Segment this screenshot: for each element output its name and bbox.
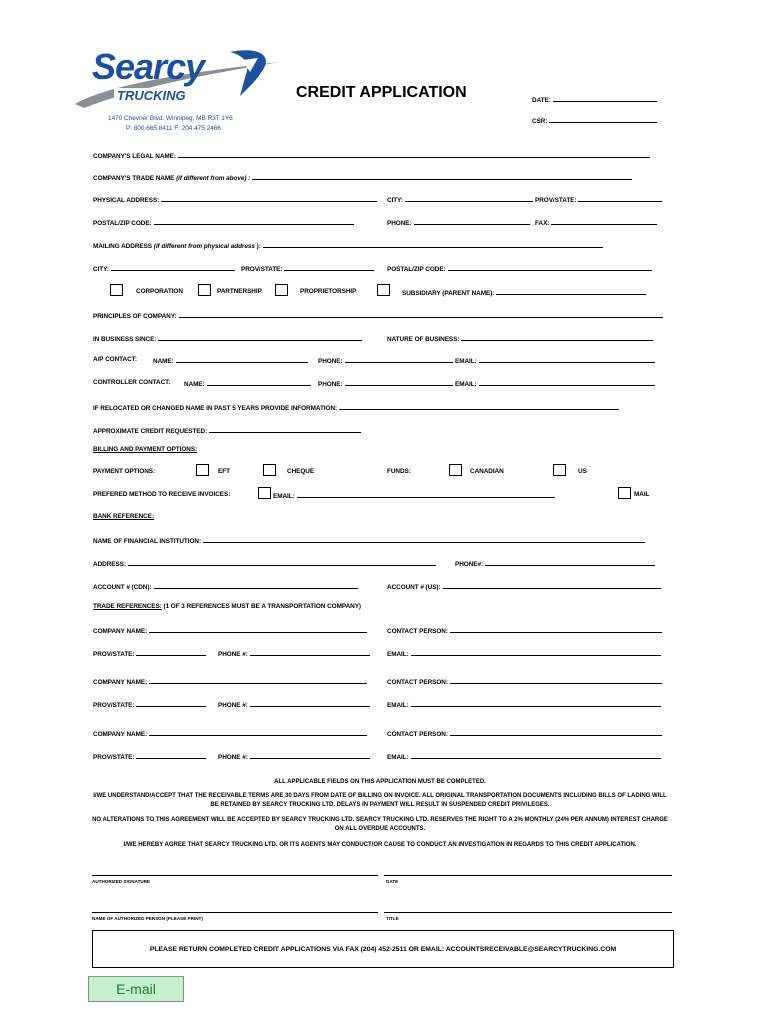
ref1-company-field[interactable] — [93, 627, 367, 635]
phone-label: PHONE: — [387, 220, 412, 227]
controller-email-label: EMAIL: — [455, 381, 477, 388]
controller-contact-row — [93, 380, 170, 386]
payment-options-label: PAYMENT OPTIONS: — [93, 468, 156, 475]
in-business-since-field[interactable] — [93, 335, 362, 343]
ref1-phone-field[interactable] — [218, 650, 370, 658]
legal-name-label: COMPANY'S LEGAL NAME: — [93, 153, 176, 160]
proprietorship-label: PROPRIETORSHIP — [300, 288, 357, 295]
institution-field[interactable] — [93, 537, 645, 545]
ref2-phone-field[interactable] — [218, 701, 370, 709]
trade-heading-row — [93, 604, 361, 610]
subsidiary-field[interactable] — [402, 289, 646, 297]
eft-label: EFT — [218, 468, 230, 475]
logo-subtitle: TRUCKING — [114, 88, 189, 103]
controller-email-field[interactable] — [455, 380, 655, 388]
invoice-email-field[interactable] — [273, 492, 555, 500]
ref3-contact-field[interactable] — [387, 730, 662, 738]
page-title: CREDIT APPLICATION — [296, 84, 467, 101]
ref1-prov-field[interactable] — [93, 650, 206, 658]
account-us-field[interactable] — [387, 583, 661, 591]
postal-zip-label: POSTAL/ZIP CODE: — [93, 220, 152, 227]
controller-name-label: NAME: — [184, 381, 205, 388]
eft-checkbox[interactable] — [196, 464, 209, 476]
date-field[interactable] — [532, 96, 657, 104]
terms-required: ALL APPLICABLE FIELDS ON THIS APPLICATION MUST BE COMPLETED. — [274, 779, 486, 785]
logo-wordmark: Searcy — [92, 46, 205, 87]
email-button-label: E-mail — [116, 981, 156, 997]
funds-label: FUNDS: — [387, 468, 411, 475]
printed-name-label: NAME OF AUTHORIZED PERSON (PLEASE PRINT) — [92, 916, 203, 921]
trade-name-note: (if different from above) : — [176, 175, 251, 182]
billing-heading: BILLING AND PAYMENT OPTIONS: — [93, 446, 198, 453]
company-phone-fax: P: 800.665.8411 F: 204.475.2466 — [126, 125, 221, 132]
account-cdn-label: ACCOUNT # (CDN): — [93, 584, 152, 591]
canadian-label: CANADIAN — [470, 468, 504, 475]
ref2-email-label: EMAIL: — [387, 702, 409, 709]
mailing-address-label: MAILING ADDRESS — [93, 243, 153, 250]
ref2-contact-label: CONTACT PERSON: — [387, 679, 448, 686]
ref3-phone-label: PHONE #: — [218, 754, 248, 761]
mailing-postal-field[interactable] — [387, 265, 652, 273]
principles-label: PRINCIPLES OF COMPANY: — [93, 313, 177, 320]
ref2-company-field[interactable] — [93, 678, 367, 686]
ref1-email-label: EMAIL: — [387, 651, 409, 658]
in-business-since-label: IN BUSINESS SINCE: — [93, 336, 157, 343]
mailing-address-close: ): — [256, 243, 261, 250]
ap-email-field[interactable] — [455, 357, 655, 365]
terms-alterations: NO ALTERATIONS TO THIS AGREEMENT WILL BE ACCEPTED BY SEARCY TRUCKING LTD. SEARCY TRUCKING LTD. RESERVES THE RIGHT TO A 2% MONTHLY (24% PER ANNUM) INTEREST CHARGE ON ALL OVERDUE ACCOUNTS. — [92, 817, 668, 832]
company-address: 1470 Chevrier Blvd. Winnipeg, MB R3T 1Y6 — [108, 115, 233, 122]
corporation-label: CORPORATION — [136, 288, 183, 295]
approx-credit-field[interactable] — [93, 427, 361, 435]
bank-phone-field[interactable] — [455, 560, 655, 568]
ap-name-field[interactable] — [153, 357, 308, 365]
ap-name-label: NAME: — [153, 358, 174, 365]
ref2-prov-label: PROV/STATE: — [93, 702, 135, 709]
ap-contact-row — [93, 357, 137, 363]
cheque-checkbox[interactable] — [263, 464, 276, 476]
controller-contact-label: CONTROLLER CONTACT: — [93, 379, 171, 386]
ref1-phone-label: PHONE #: — [218, 651, 248, 658]
cheque-label: CHEQUE — [287, 468, 315, 475]
invoice-method-label: PREFERED METHOD TO RECEIVE INVOICES: — [93, 491, 231, 498]
mailing-address-note: (if different from physical address — [153, 243, 255, 250]
mailing-address-field[interactable] — [93, 242, 603, 250]
fax-label: FAX: — [535, 220, 550, 227]
invoice-mail-checkbox[interactable] — [618, 487, 631, 499]
terms-investigation: I/WE HEREBY AGREE THAT SEARCY TRUCKING LTD. OR ITS AGENTS MAY CONDUCT/OR CAUSE TO CONDUCT AN INVESTIGATION IN REGARDS TO THIS CREDIT APPLICATION. — [123, 842, 637, 848]
subsidiary-label: SUBSIDIARY (PARENT NAME): — [402, 290, 495, 297]
us-checkbox[interactable] — [553, 464, 566, 476]
phone-field[interactable] — [387, 219, 530, 227]
ap-phone-label: PHONE: — [318, 358, 343, 365]
ref2-email-field[interactable] — [387, 701, 661, 709]
fax-field[interactable] — [535, 219, 657, 227]
ref1-company-label: COMPANY NAME: — [93, 628, 148, 635]
postal-zip-field[interactable] — [93, 219, 354, 227]
city-field[interactable] — [387, 196, 533, 204]
partnership-checkbox[interactable] — [198, 284, 211, 296]
csr-field[interactable] — [532, 117, 657, 125]
mailing-postal-label: POSTAL/ZIP CODE: — [387, 266, 446, 273]
city-label: CITY: — [387, 197, 403, 204]
account-cdn-field[interactable] — [93, 583, 358, 591]
physical-address-label: PHYSICAL ADDRESS: — [93, 197, 160, 204]
prov-state-label: PROV/STATE: — [535, 197, 577, 204]
return-instructions-box — [92, 930, 674, 968]
invoice-mail-label: MAIL — [634, 491, 650, 498]
invoice-email-label: EMAIL: — [273, 493, 295, 500]
ap-phone-field[interactable] — [318, 357, 453, 365]
bank-phone-label: PHONE#: — [455, 561, 484, 568]
email-button[interactable] — [88, 976, 184, 1002]
csr-label: CSR: — [532, 118, 548, 125]
principles-field[interactable] — [93, 312, 663, 320]
ref3-email-field[interactable] — [387, 753, 661, 761]
nature-of-business-label: NATURE OF BUSINESS: — [387, 336, 460, 343]
proprietorship-checkbox[interactable] — [275, 284, 288, 296]
trade-heading: TRADE REFERENCES: — [93, 603, 162, 610]
mailing-prov-label: PROV/STATE: — [241, 266, 283, 273]
nature-of-business-field[interactable] — [387, 335, 653, 343]
ref2-company-label: COMPANY NAME: — [93, 679, 148, 686]
date-label: DATE: — [532, 97, 551, 104]
ref1-contact-label: CONTACT PERSON: — [387, 628, 448, 635]
institution-label: NAME OF FINANCIAL INSTITUTION: — [93, 538, 202, 545]
mailing-prov-field[interactable] — [241, 265, 374, 273]
title-line[interactable] — [384, 912, 672, 913]
printed-name-line[interactable] — [92, 912, 378, 913]
partnership-label: PARTNERSHIP — [217, 288, 262, 295]
ref1-contact-field[interactable] — [387, 627, 662, 635]
ref2-prov-field[interactable] — [93, 701, 206, 709]
mailing-city-field[interactable] — [93, 265, 235, 273]
approx-credit-label: APPROXIMATE CREDIT REQUESTED: — [93, 428, 208, 435]
date-line[interactable] — [384, 875, 672, 876]
trade-heading-note: (1 OF 3 REFERENCES MUST BE A TRANSPORTATION COMPANY) — [163, 603, 362, 610]
title-label: TITLE — [386, 916, 399, 921]
controller-name-field[interactable] — [184, 380, 311, 388]
ref3-phone-field[interactable] — [218, 753, 370, 761]
ref1-prov-label: PROV/STATE: — [93, 651, 135, 658]
ref3-company-label: COMPANY NAME: — [93, 731, 148, 738]
relocated-field[interactable] — [93, 404, 619, 412]
corporation-checkbox[interactable] — [110, 284, 123, 296]
date-sig-label: DATE — [386, 879, 399, 884]
legal-name-field[interactable] — [93, 152, 650, 160]
ref3-prov-field[interactable] — [93, 753, 206, 761]
ap-email-label: EMAIL: — [455, 358, 477, 365]
bank-address-field[interactable] — [93, 560, 436, 568]
return-instructions: PLEASE RETURN COMPLETED CREDIT APPLICATIONS VIA FAX (204) 452-2511 OR EMAIL: ACCOUNTSRECEIVABLE@SEARCYTRUCKING.COM — [149, 945, 617, 953]
invoice-email-checkbox[interactable] — [258, 487, 271, 499]
signature-line[interactable] — [92, 875, 378, 876]
prov-state-field[interactable] — [535, 196, 662, 204]
ref3-prov-label: PROV/STATE: — [93, 754, 135, 761]
subsidiary-checkbox[interactable] — [377, 284, 390, 296]
trade-name-field[interactable] — [93, 174, 632, 182]
ref2-phone-label: PHONE #: — [218, 702, 248, 709]
ref3-company-field[interactable] — [93, 730, 367, 738]
company-logo — [70, 44, 285, 112]
canadian-checkbox[interactable] — [449, 464, 462, 476]
us-label: US — [578, 468, 587, 475]
terms-receivable: I/WE UNDERSTAND/ACCEPT THAT THE RECEIVABLE TERMS ARE 30 DAYS FROM DATE OF BILLING ON INVOICE. ALL ORIGINAL TRANSPORTATION DOCUMENTS INCLUDING BILLS OF LADING WILL BE RETAINED BY SEARCY TRUCKING LTD. DELAYS IN PAYMENT WILL RESULT IN SUSPENDED CREDIT PRIVILEGES. — [93, 793, 667, 808]
account-us-label: ACCOUNT # (US): — [387, 584, 441, 591]
ref2-contact-field[interactable] — [387, 678, 662, 686]
bank-heading: BANK REFERENCE: — [93, 513, 155, 520]
relocated-label: IF RELOCATED OR CHANGED NAME IN PAST 5 YEARS PROVIDE INFORMATION: — [93, 405, 338, 412]
mailing-city-label: CITY: — [93, 266, 109, 273]
ref3-email-label: EMAIL: — [387, 754, 409, 761]
controller-phone-label: PHONE: — [318, 381, 343, 388]
bank-address-label: ADDRESS: — [93, 561, 126, 568]
physical-address-field[interactable] — [93, 196, 377, 204]
trade-name-label: COMPANY'S TRADE NAME — [93, 175, 175, 182]
ref1-email-field[interactable] — [387, 650, 661, 658]
ref3-contact-label: CONTACT PERSON: — [387, 731, 448, 738]
signature-label: AUTHORIZED SIGNATURE — [92, 879, 151, 884]
ap-contact-label: A/P CONTACT: — [93, 356, 137, 363]
controller-phone-field[interactable] — [318, 380, 453, 388]
